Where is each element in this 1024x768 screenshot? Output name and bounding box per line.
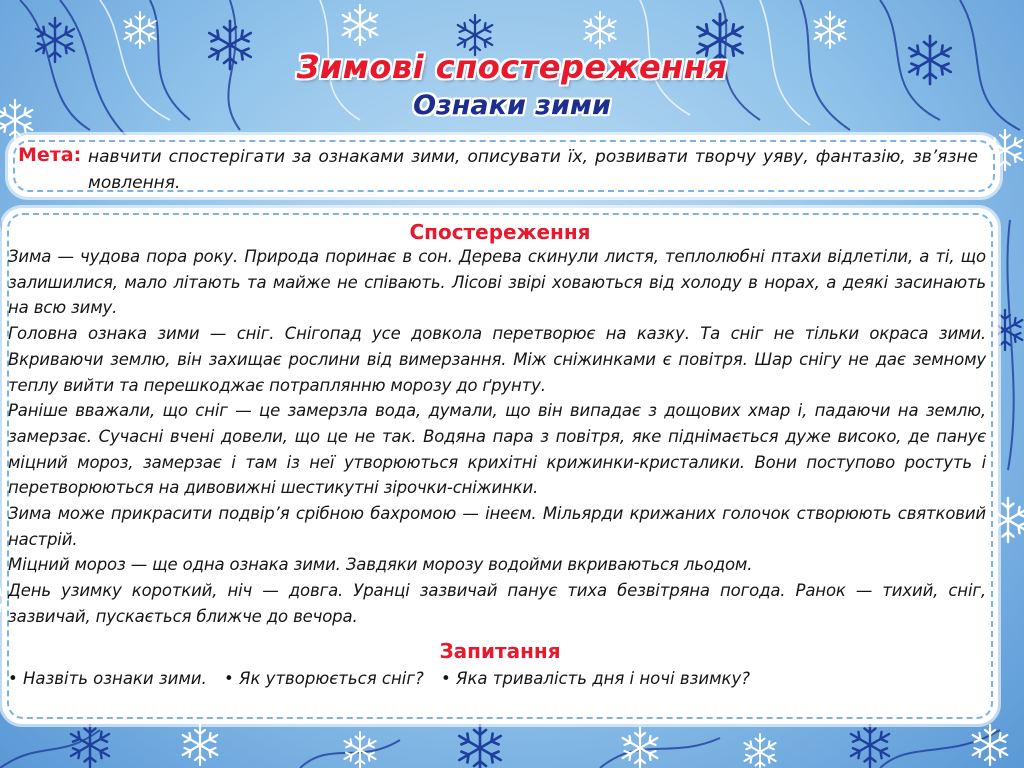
observation-paragraph: Головна ознака зими — сніг. Снігопад усе довкола перетворює на казку. Та сніг не тільки окраса зими. Вкриваючи землю, він захищає рослини від вимерзання. Між сніжинками є повітря. Шар снігу не дає земному теплу вийти та перешкоджає потраплянню морозу до ґрунту. bbox=[8, 324, 986, 395]
question-item: • Назвіть ознаки зими. bbox=[8, 669, 207, 688]
observation-paragraph: Міцний мороз — ще одна ознака зими. Завдяки морозу водойми вкриваються льодом. bbox=[8, 555, 753, 575]
page-subtitle-wrap bbox=[0, 90, 1024, 121]
page-subtitle: Ознаки зими bbox=[413, 90, 611, 121]
question-item: • Як утворюється сніг? bbox=[224, 669, 424, 688]
goal-label: Мета: bbox=[18, 144, 82, 166]
questions-heading: Запитання bbox=[439, 639, 561, 663]
questions-list bbox=[8, 666, 986, 692]
observation-paragraph: Зима може прикрасити подвір’я срібною бахромою — інеєм. Мільярди крижаних голочок створюють святковий настрій. bbox=[8, 504, 986, 549]
observations-heading: Спостереження bbox=[409, 220, 591, 244]
observations-text bbox=[8, 244, 986, 630]
observation-paragraph: День узимку короткий, ніч — довга. Уранці зазвичай панує тиха безвітряна погода. Ранок — тихий, сніг, зазвичай, пускається ближче до вечора. bbox=[8, 581, 986, 626]
goal-panel bbox=[8, 135, 1000, 197]
observation-paragraph: Зима — чудова пора року. Природа поринає в сон. Дерева скинули листя, теплолюбні птахи відлетіли, а ті, що залишилися, мало літають та майже не співають. Лісові звірі ховаються від холоду в норах, а деякі засинають на всю зиму. bbox=[8, 247, 986, 318]
page-title-wrap bbox=[0, 48, 1024, 86]
observation-paragraph: Раніше вважали, що сніг — це замерзла вода, думали, що він випадає з дощових хмар і, падаючи на землю, замерзає. Сучасні вчені довели, що це не так. Водяна пара з повітря, яке піднімається дуже високо, де панує міцний мороз, замерзає і там із неї утворюються крихітні крижинки-кристалики. Вони поступово ростуть і перетворюються на дивовижні шестикутні зірочки-сніжинки. bbox=[8, 401, 986, 498]
page-title: Зимові спостереження bbox=[296, 48, 728, 86]
question-item: • Яка тривалість дня і ночі взимку? bbox=[441, 669, 751, 688]
goal-text: навчити спостерігати за ознаками зими, описувати їх, розвивати творчу уяву, фантазію, зв’язне мовлення. bbox=[88, 147, 978, 193]
observations-panel bbox=[2, 208, 998, 724]
